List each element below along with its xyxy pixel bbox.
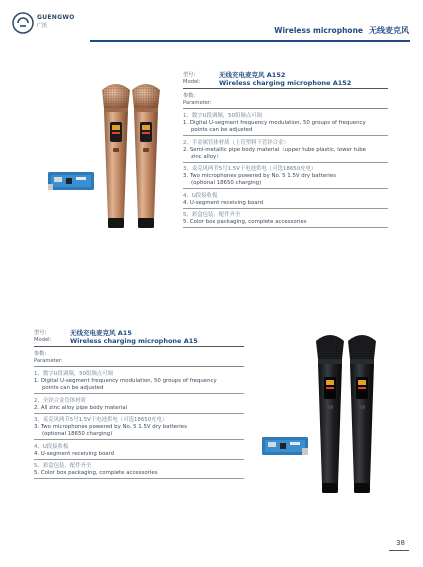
- page-number-underline: [389, 550, 409, 551]
- model-label-en: Model:: [183, 79, 201, 85]
- model-row: [34, 330, 244, 345]
- page-header: [0, 0, 423, 44]
- section-title: [274, 25, 409, 36]
- model-divider: [183, 88, 388, 89]
- feature-item: 1、数字U段调频，50组频点可调 1. Digital U-segment frequency modulation, 50 groups of frequency points can be adjusted: [34, 371, 217, 392]
- brand-subname: 广沃: [37, 23, 48, 29]
- feature-item: 5、彩盒包装，配件齐全 5. Color box packaging, complete accessories: [34, 463, 158, 477]
- product-image-a152: [40, 80, 180, 240]
- feature-divider: [183, 188, 388, 189]
- model-label-cn: 型号:: [34, 330, 47, 336]
- feature-item: 3、麦克风两节5号1.5V干电池供电（可选18650充电） 3. Two microphones powered by No. 5 1.5V dry batteries (optional 18650 charging): [34, 417, 187, 438]
- model-label-en: Model:: [34, 337, 52, 343]
- feature-divider: [34, 393, 244, 394]
- product-specs-a152: [183, 72, 388, 232]
- receiver-board-image: [262, 437, 308, 455]
- parameter-label-cn: 参数:: [34, 350, 47, 357]
- feature-divider: [34, 478, 244, 479]
- receiver-board-image: [48, 172, 94, 190]
- model-name-cn: 无线充电麦克风 A152: [219, 71, 286, 79]
- model-row: [183, 72, 388, 87]
- feature-item: 1、数字U段调频，50组频点可调 1. Digital U-segment frequency modulation, 50 groups of frequency points can be adjusted: [183, 113, 366, 134]
- feature-item: 5、彩盒包装，配件齐全 5. Color box packaging, complete accessories: [183, 212, 307, 226]
- feature-divider: [183, 135, 388, 136]
- microphone-left: [102, 84, 130, 228]
- feature-divider: [34, 459, 244, 460]
- product-image-a15: [248, 325, 398, 500]
- brand-name: GUENGWO: [37, 14, 75, 21]
- feature-item: 4、U段接收板 4. U-segment receiving board: [183, 192, 264, 206]
- model-name-en: Wireless charging microphone A152: [219, 78, 352, 87]
- feature-item: 4、U段接收板 4. U-segment receiving board: [34, 443, 115, 457]
- header-divider: [90, 40, 410, 42]
- parameter-divider: [183, 108, 388, 109]
- parameter-label-en: Parameter:: [183, 99, 212, 106]
- feature-divider: [34, 413, 244, 414]
- microphone-left: [316, 335, 344, 493]
- model-name-cn: 无线充电麦克风 A15: [70, 329, 132, 337]
- feature-divider: [34, 439, 244, 440]
- microphone-right: [132, 84, 160, 228]
- product-specs-a15: [34, 330, 244, 483]
- feature-item: 2、半金属管体材质（上管塑料下管锌合金） 2. Semi-metallic pipe body material（upper tube plastic, lower tube zinc alloy）: [183, 139, 366, 160]
- microphone-right: [348, 335, 376, 493]
- parameter-label-en: Parameter:: [34, 357, 63, 364]
- feature-divider: [183, 162, 388, 163]
- feature-divider: [183, 208, 388, 209]
- model-label-cn: 型号:: [183, 72, 196, 78]
- section-title-cn: 无线麦克风: [369, 26, 409, 35]
- model-divider: [34, 346, 244, 347]
- brand-logo-icon: [12, 12, 34, 34]
- section-title-en: Wireless microphone: [274, 26, 363, 35]
- feature-item: 2、全锌合金管体材质 2. All zinc alloy pipe body material: [34, 397, 128, 411]
- page-number: 38: [396, 539, 405, 547]
- feature-divider: [183, 227, 388, 228]
- feature-item: 3、麦克风两节5号1.5V干电池供电（可选18650充电） 3. Two microphones powered by No. 5 1.5V dry batteries (optional 18650 charging): [183, 166, 336, 187]
- parameter-label-cn: 参数:: [183, 92, 196, 99]
- parameter-divider: [34, 366, 244, 367]
- model-name-en: Wireless charging microphone A15: [70, 336, 198, 345]
